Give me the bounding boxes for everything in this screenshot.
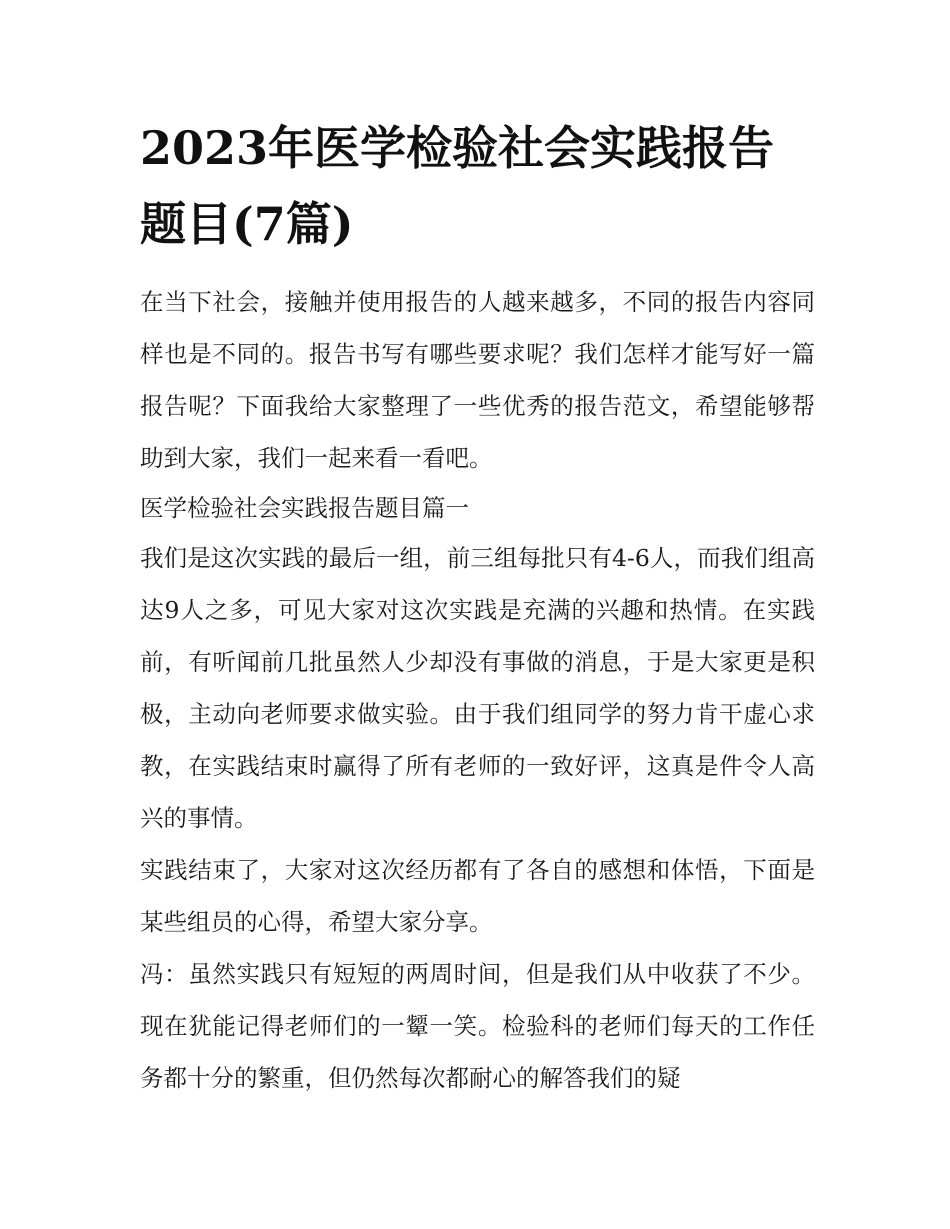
body-paragraph-2: 实践结束了，大家对这次经历都有了各自的感想和体悟，下面是某些组员的心得，希望大家分享。 (140, 856, 815, 936)
body-paragraph-3: 冯：虽然实践只有短短的两周时间，但是我们从中收获了不少。现在犹能记得老师们的一颦一笑。检验科的老师们每天的工作任务都十分的繁重，但仍然每次都耐心的解答我们的疑 (140, 960, 815, 1092)
document-title: 2023年医学检验社会实践报告题目(7篇) (140, 121, 775, 251)
document-body (140, 110, 815, 1104)
intro-paragraph: 在当下社会，接触并使用报告的人越来越多，不同的报告内容同样也是不同的。报告书写有哪些要求呢？我们怎样才能写好一篇报告呢？下面我给大家整理了一些优秀的报告范文，希望能够帮助到大家，我们一起来看一看吧。 (140, 288, 815, 472)
section-heading: 医学检验社会实践报告题目篇一 (140, 494, 469, 522)
body-paragraph-1: 我们是这次实践的最后一组，前三组每批只有4-6人，而我们组高达9人之多，可见大家对这次实践是充满的兴趣和热情。在实践前，有听闻前几批虽然人少却没有事做的消息，于是大家更是积极，主动向老师要求做实验。由于我们组同学的努力肯干虚心求教，在实践结束时赢得了所有老师的一致好评，这真是件令人高兴的事情。 (140, 544, 815, 832)
